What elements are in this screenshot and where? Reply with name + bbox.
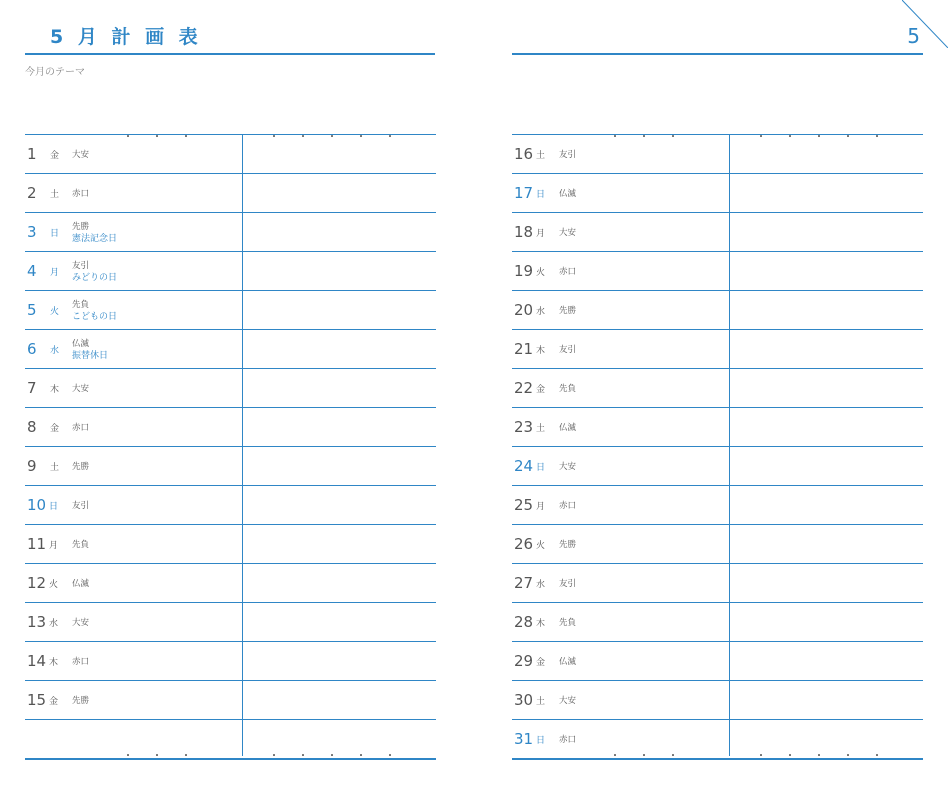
weekday-label: 木 [536,346,546,356]
day-row[interactable] [25,408,436,447]
guide-dot [302,754,304,756]
rokuyo-label: 仏滅 [559,189,577,199]
rokuyo-label: 友引 [72,501,90,511]
guide-dot [273,754,275,756]
day-number: 28 [514,613,534,631]
weekday-label: 木 [49,658,59,668]
day-number: 22 [514,379,534,397]
day-row[interactable] [512,525,923,564]
day-row[interactable] [512,681,923,720]
rokuyo-label: 友引 [559,579,577,589]
day-number: 6 [27,340,37,358]
weekday-label: 火 [536,268,546,278]
panel-bottom-rule [512,758,923,760]
weekday-label: 土 [50,463,60,473]
guide-dot [360,754,362,756]
day-row[interactable] [25,447,436,486]
rokuyo-label: 大安 [559,696,577,706]
day-number: 7 [27,379,37,397]
day-row[interactable] [25,291,436,330]
day-row[interactable] [512,447,923,486]
rokuyo-label: 先負 [559,384,577,394]
guide-dot [643,754,645,756]
rokuyo-label: 大安 [72,618,90,628]
guide-dot [789,754,791,756]
page-title: 5 月 計 画 表 [50,26,202,48]
day-row[interactable] [25,681,436,720]
day-row[interactable] [512,564,923,603]
day-number: 15 [27,691,47,709]
rokuyo-label: 先負 [72,300,90,310]
weekday-label: 月 [536,229,546,239]
rokuyo-label: 先負 [72,540,90,550]
schedule-panel-right [512,134,923,760]
page-number: 5 [907,24,920,48]
weekday-label: 土 [536,151,546,161]
rokuyo-label: 大安 [559,228,577,238]
guide-dot [876,754,878,756]
day-row[interactable] [512,291,923,330]
weekday-label: 月 [536,502,546,512]
rokuyo-label: 先負 [559,618,577,628]
day-row[interactable] [25,486,436,525]
holiday-name: 憲法記念日 [72,234,118,244]
dot-guide [512,754,923,757]
rokuyo-label: 先勝 [72,222,90,232]
rokuyo-label: 友引 [72,261,90,271]
day-row[interactable] [25,135,436,174]
weekday-label: 月 [49,541,59,551]
day-number: 2 [27,184,37,202]
rokuyo-label: 仏滅 [72,339,90,349]
rokuyo-label: 先勝 [72,696,90,706]
weekday-label: 金 [50,424,60,434]
day-row[interactable] [512,213,923,252]
day-number: 20 [514,301,534,319]
day-number: 9 [27,457,37,475]
rokuyo-label: 先勝 [559,540,577,550]
weekday-label: 水 [50,346,60,356]
weekday-label: 水 [49,619,59,629]
day-row[interactable] [25,252,436,291]
guide-dot [127,754,129,756]
weekday-label: 日 [536,736,546,746]
dot-guide [25,754,436,757]
weekday-label: 日 [536,463,546,473]
guide-dot [185,754,187,756]
header-rule-left [25,53,435,55]
day-row[interactable] [512,135,923,174]
day-row[interactable] [512,603,923,642]
weekday-label: 日 [49,502,59,512]
day-number: 14 [27,652,47,670]
rokuyo-label: 先勝 [72,462,90,472]
rokuyo-label: 友引 [559,345,577,355]
rokuyo-label: 赤口 [559,735,577,745]
weekday-label: 土 [536,697,546,707]
rokuyo-label: 赤口 [72,423,90,433]
day-row[interactable] [25,174,436,213]
day-number: 16 [514,145,534,163]
day-number: 25 [514,496,534,514]
weekday-label: 木 [536,619,546,629]
rokuyo-label: 友引 [559,150,577,160]
weekday-label: 日 [536,190,546,200]
day-row[interactable] [25,213,436,252]
weekday-label: 火 [49,580,59,590]
day-number: 12 [27,574,47,592]
weekday-label: 月 [50,268,60,278]
guide-dot [389,754,391,756]
header-rule-right [512,53,923,55]
holiday-name: 振替休日 [72,351,109,361]
day-number: 8 [27,418,37,436]
weekday-label: 水 [536,307,546,317]
weekday-label: 土 [50,190,60,200]
rokuyo-label: 仏滅 [559,423,577,433]
day-number: 21 [514,340,534,358]
guide-dot [331,754,333,756]
weekday-label: 土 [536,424,546,434]
guide-dot [818,754,820,756]
schedule-panel-left [25,134,436,760]
day-row[interactable] [512,174,923,213]
rokuyo-label: 赤口 [559,501,577,511]
theme-label: 今月のテーマ [25,67,85,78]
rokuyo-label: 大安 [72,150,90,160]
panel-bottom-rule [25,758,436,760]
rokuyo-label: 先勝 [559,306,577,316]
day-number: 29 [514,652,534,670]
day-number: 3 [27,223,37,241]
corner-fold-line [902,0,948,48]
guide-dot [156,754,158,756]
day-number: 27 [514,574,534,592]
rokuyo-label: 仏滅 [559,657,577,667]
weekday-label: 火 [536,541,546,551]
day-number: 19 [514,262,534,280]
day-number: 26 [514,535,534,553]
day-number: 23 [514,418,534,436]
day-row[interactable] [25,603,436,642]
rokuyo-label: 赤口 [72,657,90,667]
guide-dot [760,754,762,756]
holiday-name: みどりの日 [72,273,118,283]
day-row[interactable] [25,525,436,564]
rokuyo-label: 赤口 [559,267,577,277]
day-row[interactable] [25,330,436,369]
day-number: 13 [27,613,47,631]
weekday-label: 金 [536,658,546,668]
weekday-label: 水 [536,580,546,590]
guide-dot [847,754,849,756]
holiday-name: こどもの日 [72,312,118,322]
rokuyo-label: 仏滅 [72,579,90,589]
guide-dot [614,754,616,756]
day-number: 1 [27,145,37,163]
rokuyo-label: 赤口 [72,189,90,199]
day-row[interactable] [25,564,436,603]
day-row[interactable] [512,486,923,525]
day-number: 10 [27,496,47,514]
weekday-label: 木 [50,385,60,395]
day-row[interactable] [25,642,436,681]
day-row[interactable] [512,252,923,291]
day-number: 30 [514,691,534,709]
day-number: 18 [514,223,534,241]
day-number: 31 [514,730,534,748]
day-row[interactable] [512,330,923,369]
weekday-label: 金 [536,385,546,395]
day-number: 17 [514,184,534,202]
day-row[interactable] [512,642,923,681]
day-number: 5 [27,301,37,319]
weekday-label: 火 [50,307,60,317]
guide-dot [672,754,674,756]
empty-row[interactable] [25,720,436,758]
day-number: 24 [514,457,534,475]
weekday-label: 日 [50,229,60,239]
weekday-label: 金 [49,697,59,707]
day-number: 4 [27,262,37,280]
day-row[interactable] [512,369,923,408]
day-row[interactable] [25,369,436,408]
day-number: 11 [27,535,47,553]
rokuyo-label: 大安 [72,384,90,394]
day-row[interactable] [512,720,923,758]
day-row[interactable] [512,408,923,447]
weekday-label: 金 [50,151,60,161]
rokuyo-label: 大安 [559,462,577,472]
